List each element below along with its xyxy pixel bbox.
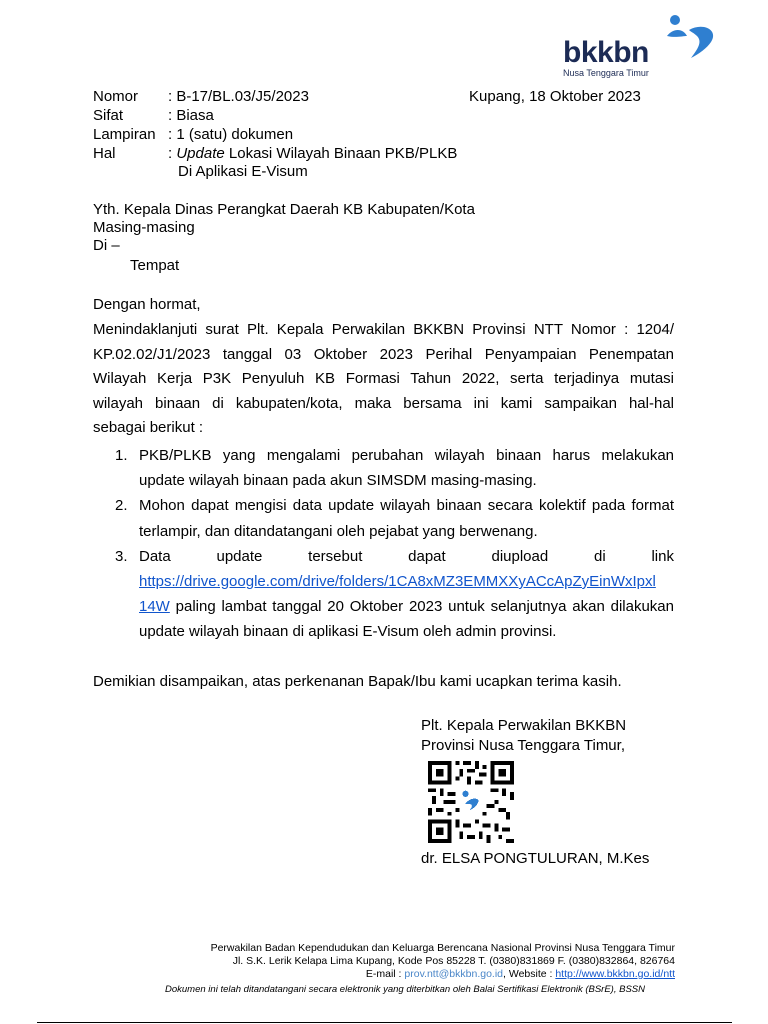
drive-link-continued[interactable]: 14W	[139, 598, 170, 616]
greeting: Dengan hormat,	[93, 296, 201, 313]
list-item: 1. PKB/PLKB yang mengalami perubahan wilayah binaan harus melakukan update wilayah binaan pada akun SIMSDM masing-masing.	[115, 447, 674, 490]
email-link[interactable]: prov.ntt@bkkbn.go.id	[404, 968, 504, 980]
nomor-label: Nomor	[93, 88, 139, 105]
qr-code-icon	[427, 761, 515, 843]
drive-link[interactable]: https://drive.google.com/drive/folders/1CA8xMZ3EMMXXyACcApZyEinWxIpxl	[139, 572, 656, 590]
para-line: Menindaklanjuti surat Plt. Kepala Perwakilan BKKBN Provinsi NTT Nomor : 1204/	[93, 321, 674, 338]
esignature-note: Dokumen ini telah ditandatangani secara elektronik yang diterbitkan oleh Balai Sertifikasi Elektronik (BSrE), BSSN	[165, 984, 645, 995]
bottom-rule	[37, 1022, 732, 1023]
sifat-value: : Biasa	[168, 107, 214, 124]
body-paragraph	[93, 318, 674, 441]
website-link[interactable]: http://www.bkkbn.go.id/ntt	[555, 968, 675, 980]
lampiran-value: : 1 (satu) dokumen	[168, 126, 294, 143]
recipient-line1: Yth. Kepala Dinas Perangkat Daerah KB Kabupaten/Kota	[93, 201, 475, 218]
numbered-list	[115, 443, 674, 645]
para-line: KP.02.02/J1/2023 tanggal 03 Oktober 2023 Perihal Penyampaian Penempatan	[93, 345, 674, 363]
hal-value: : Update Lokasi Wilayah Binaan PKB/PLKB	[168, 145, 458, 162]
recipient-line4: Tempat	[130, 257, 180, 274]
update-italic: Update	[176, 145, 225, 162]
signatory-name: dr. ELSA PONGTULURAN, M.Kes	[421, 850, 650, 867]
logo-subtitle: Nusa Tenggara Timur	[563, 68, 649, 78]
footer-institution: Perwakilan Badan Kependudukan dan Keluarga Berencana Nasional Provinsi Nusa Tenggara Timur	[210, 942, 675, 954]
logo-emblem-icon	[663, 14, 719, 60]
list-item: 3. Data update tersebut dapat diupload di link https://drive.google.com/drive/folders/1CA8xMZ3EMMXXyACcApZyEinWxIpxl 14W paling lambat tanggal 20 Oktober 2023 untuk selanjutnya akan dilakukan update wilayah binaan di aplikasi E-Visum oleh admin provinsi.	[115, 547, 674, 641]
date: 18 Oktober 2023	[529, 88, 641, 105]
hal-value-line2: Di Aplikasi E-Visum	[178, 163, 308, 180]
footer-address: Jl. S.K. Lerik Kelapa Lima Kupang, Kode Pos 85228 T. (0380)831869 F. (0380)832864, 826764	[232, 955, 675, 967]
nomor-value: : B-17/BL.03/J5/2023	[168, 88, 309, 105]
para-line: Wilayah Kerja P3K Penyuluh KB Formasi Tahun 2022, serta terjadinya mutasi	[93, 370, 674, 388]
place-date	[469, 88, 641, 106]
closing-text: Demikian disampaikan, atas perkenanan Bapak/Ibu kami ucapkan terima kasih.	[93, 673, 622, 690]
place: Kupang,	[469, 88, 525, 105]
recipient-line2: Masing-masing	[93, 219, 195, 236]
list-item: 2. Mohon dapat mengisi data update wilayah binaan secara kolektif pada format terlampir, dan ditandatangani oleh pejabat yang berwenang.	[115, 497, 674, 540]
signatory-title-1: Plt. Kepala Perwakilan BKKBN	[421, 717, 627, 734]
para-line: sebagai berikut :	[93, 419, 204, 437]
lampiran-label: Lampiran	[93, 126, 156, 143]
para-line: wilayah binaan di kabupaten/kota, maka bersama ini kami sampaikan hal-hal	[93, 394, 674, 412]
hal-label: Hal	[93, 145, 116, 162]
logo-wordmark: bkkbn	[563, 36, 649, 69]
bkkbn-logo	[563, 14, 723, 80]
sifat-label: Sifat	[93, 107, 124, 124]
recipient-line3: Di –	[93, 237, 120, 254]
signatory-title-2: Provinsi Nusa Tenggara Timur,	[421, 737, 625, 754]
footer-contact: E-mail : prov.ntt@bkkbn.go.id, Website : http://www.bkkbn.go.id/ntt	[365, 968, 675, 980]
